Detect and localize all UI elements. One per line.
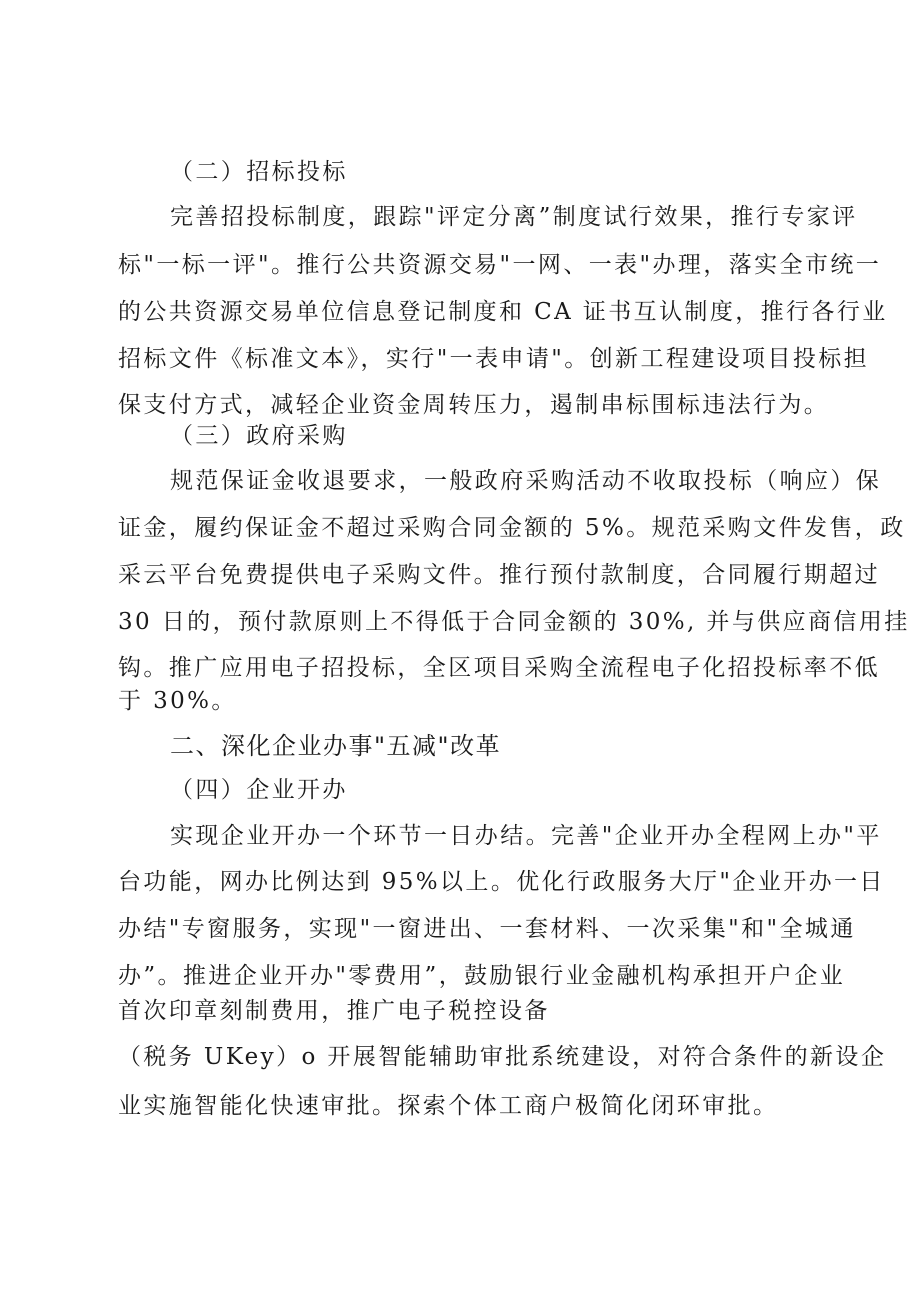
paragraph-line: 于 30%。 xyxy=(118,688,237,714)
paragraph-line: 钩。推广应用电子招投标，全区项目采购全流程电子化招投标率不低 xyxy=(118,655,880,681)
paragraph-line: 标"一标一评"。推行公共资源交易"一网、一表"办理，落实全市统一 xyxy=(118,252,882,278)
section-heading: 二、深化企业办事"五减"改革 xyxy=(170,732,502,760)
paragraph-line: 办”。推进企业开办"零费用”，鼓励银行业金融机构承担开户企业 xyxy=(118,963,846,989)
paragraph-line: 办结"专窗服务，实现"一窗进出、一套材料、一次采集"和"全城通 xyxy=(118,916,856,942)
paragraph-line: 招标文件《标准文本》，实行"一表申请"。创新工程建设项目投标担 xyxy=(118,346,870,372)
paragraph-line: 台功能，网办比例达到 95%以上。优化行政服务大厅"企业开办一日 xyxy=(118,869,885,895)
paragraph-line: 规范保证金收退要求，一般政府采购活动不收取投标（响应）保 xyxy=(170,468,882,494)
paragraph-line: 业实施智能化快速审批。探索个体工商户极简化闭环审批。 xyxy=(118,1093,779,1119)
paragraph-line: 证金，履约保证金不超过采购合同金额的 5%。规范采购文件发售，政 xyxy=(118,515,906,541)
paragraph-line: （税务 UKey）o 开展智能辅助审批系统建设，对符合条件的新设企 xyxy=(118,1044,887,1070)
paragraph-line: 首次印章刻制费用，推广电子税控设备 xyxy=(118,998,550,1024)
paragraph-line: 采云平台免费提供电子采购文件。推行预付款制度，合同履行期超过 xyxy=(118,562,880,588)
subheading-bidding: （二）招标投标 xyxy=(170,159,348,185)
paragraph-line: 保支付方式，减轻企业资金周转压力，遏制串标围标违法行为。 xyxy=(118,392,830,418)
paragraph-line: 完善招投标制度，跟踪"评定分离”制度试行效果，推行专家评 xyxy=(170,204,858,230)
subheading-business-startup: （四）企业开办 xyxy=(170,777,348,803)
paragraph-line: 的公共资源交易单位信息登记制度和 CA 证书互认制度，推行各行业 xyxy=(118,299,888,325)
paragraph-line: 30 日的，预付款原则上不得低于合同金额的 30%, 并与供应商信用挂 xyxy=(118,609,910,635)
subheading-government-procurement: （三）政府采购 xyxy=(170,423,348,449)
paragraph-line: 实现企业开办一个环节一日办结。完善"企业开办全程网上办"平 xyxy=(170,823,882,849)
